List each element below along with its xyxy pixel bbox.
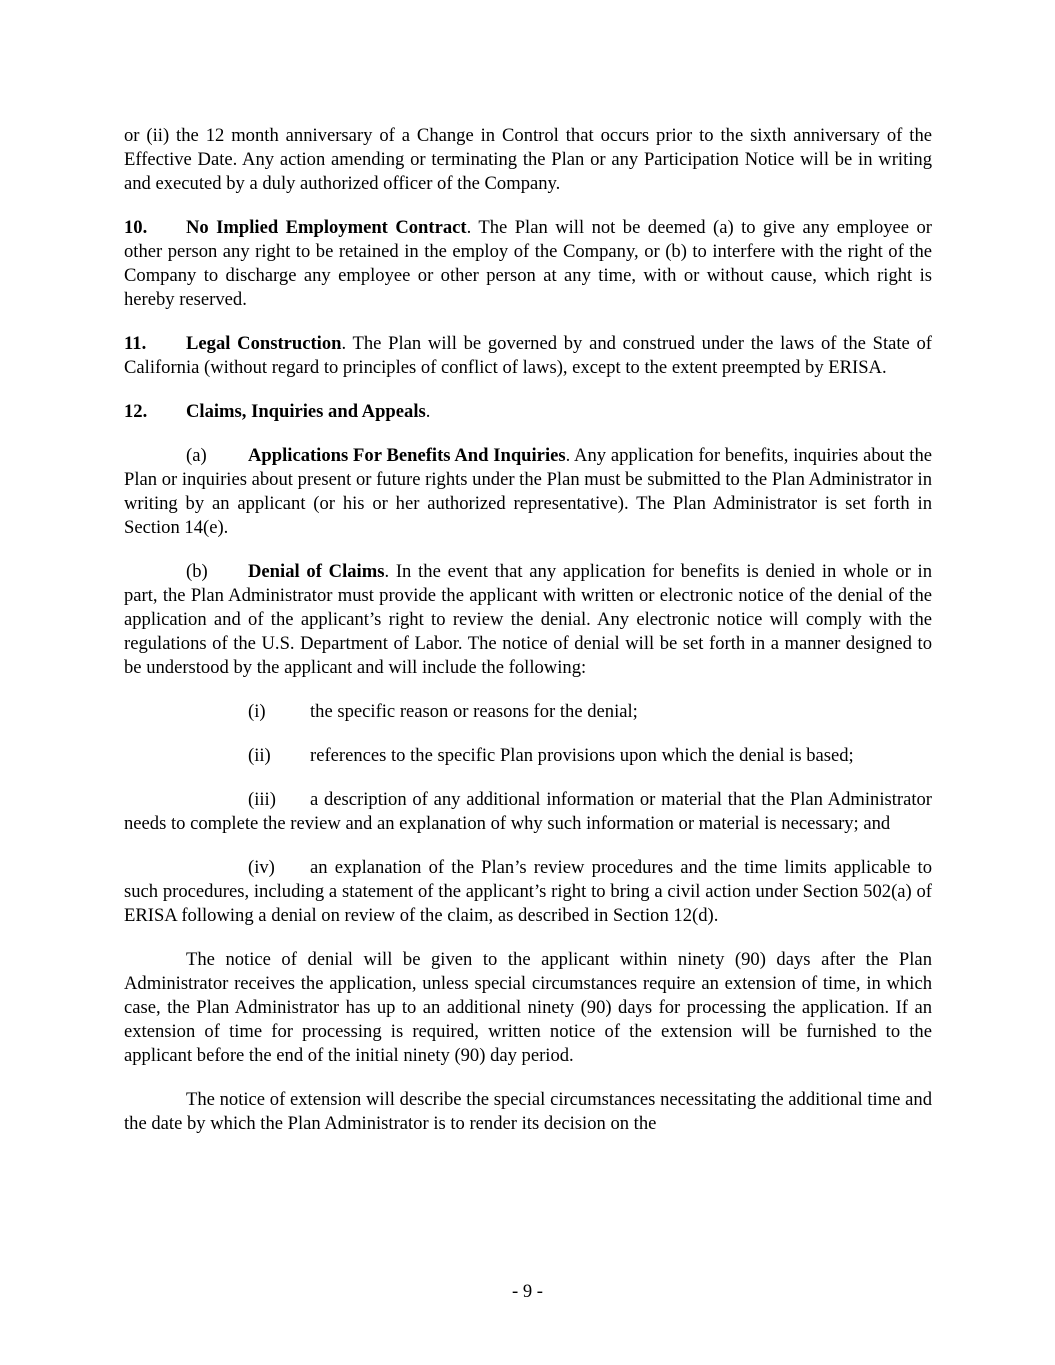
subsection-b-label: (b) (186, 561, 208, 582)
list-item-iii-text: a description of any additional information or material that the Plan Administrator needs to complete the review and an explanation of why such information or material is necessary; and (124, 789, 932, 834)
list-item-iv (124, 856, 932, 928)
list-item-ii (124, 744, 932, 768)
list-item-i (124, 700, 932, 724)
section-10-title: No Implied Employment Contract (186, 217, 467, 238)
continuation-paragraph: or (ii) the 12 month anniversary of a Change in Control that occurs prior to the sixth anniversary of the Effective Date. Any action amending or terminating the Plan or any Participation Notice will be in writing and executed by a duly authorized officer of the Company. (124, 125, 932, 194)
page-number: - 9 - (512, 1281, 543, 1302)
section-12-title-suffix: . (425, 401, 431, 422)
subsection-b-title: Denial of Claims (248, 561, 385, 582)
list-item-iii (124, 788, 932, 836)
subsection-a-body: . Any application for benefits, inquiries about the Plan or inquiries about present or future rights under the Plan must be submitted to the Plan Administrator in writing by an applicant (or his or her authorized representative). The Plan Administrator is set forth in Section 14(e). (124, 445, 932, 538)
list-item-i-text: the specific reason or reasons for the denial; (310, 701, 638, 722)
list-item-ii-label: (ii) (248, 745, 271, 766)
list-item-iv-text: an explanation of the Plan’s review procedures and the time limits applicable to such procedures, including a statement of the applicant’s right to bring a civil action under Section 502(a) of ERISA following a denial on review of the claim, as described in Section 12(d). (124, 857, 932, 926)
section-11-paragraph (124, 332, 932, 380)
document-page (124, 124, 932, 1156)
notice-timing-paragraph: The notice of denial will be given to the applicant within ninety (90) days after the Plan Administrator receives the application, unless special circumstances require an extension of time, in which case, the Plan Administrator has up to an additional ninety (90) days for processing the application. If an extension of time for processing is required, written notice of the extension will be furnished to the applicant before the end of the initial ninety (90) day period. (124, 949, 932, 1066)
notice-extension-paragraph: The notice of extension will describe the special circumstances necessitating the additional time and the date by which the Plan Administrator is to render its decision on the (124, 1089, 932, 1134)
section-10-body: . The Plan will not be deemed (a) to give any employee or other person any right to be retained in the employ of the Company, or (b) to interfere with the right of the Company to discharge any employee or other person at any time, with or without cause, which right is hereby reserved. (124, 217, 932, 310)
list-item-iv-label: (iv) (248, 857, 275, 878)
section-12-number: 12. (124, 401, 148, 422)
subsection-a-paragraph (124, 444, 932, 540)
section-10-paragraph (124, 216, 932, 312)
subsection-b-body: . In the event that any application for benefits is denied in whole or in part, the Plan Administrator must provide the applicant with written or electronic notice of the denial of the application and of the applicant’s right to review the denial. Any electronic notice will comply with the regulations of the U.S. Department of Labor. The notice of denial will be set forth in a manner designed to be understood by the applicant and will include the following: (124, 561, 932, 678)
section-12-title: Claims, Inquiries and Appeals (186, 401, 426, 422)
section-11-title: Legal Construction (186, 333, 342, 354)
section-11-number: 11. (124, 333, 147, 354)
section-11-body: . The Plan will be governed by and construed under the laws of the State of California (without regard to principles of conflict of laws), except to the extent preempted by ERISA. (124, 333, 932, 378)
subsection-a-label: (a) (186, 445, 207, 466)
subsection-b-paragraph (124, 560, 932, 680)
list-item-i-label: (i) (248, 701, 266, 722)
list-item-iii-label: (iii) (248, 789, 276, 810)
list-item-ii-text: references to the specific Plan provisions upon which the denial is based; (310, 745, 854, 766)
section-12-heading (124, 400, 932, 424)
subsection-a-title: Applications For Benefits And Inquiries (248, 445, 566, 466)
section-10-number: 10. (124, 217, 148, 238)
